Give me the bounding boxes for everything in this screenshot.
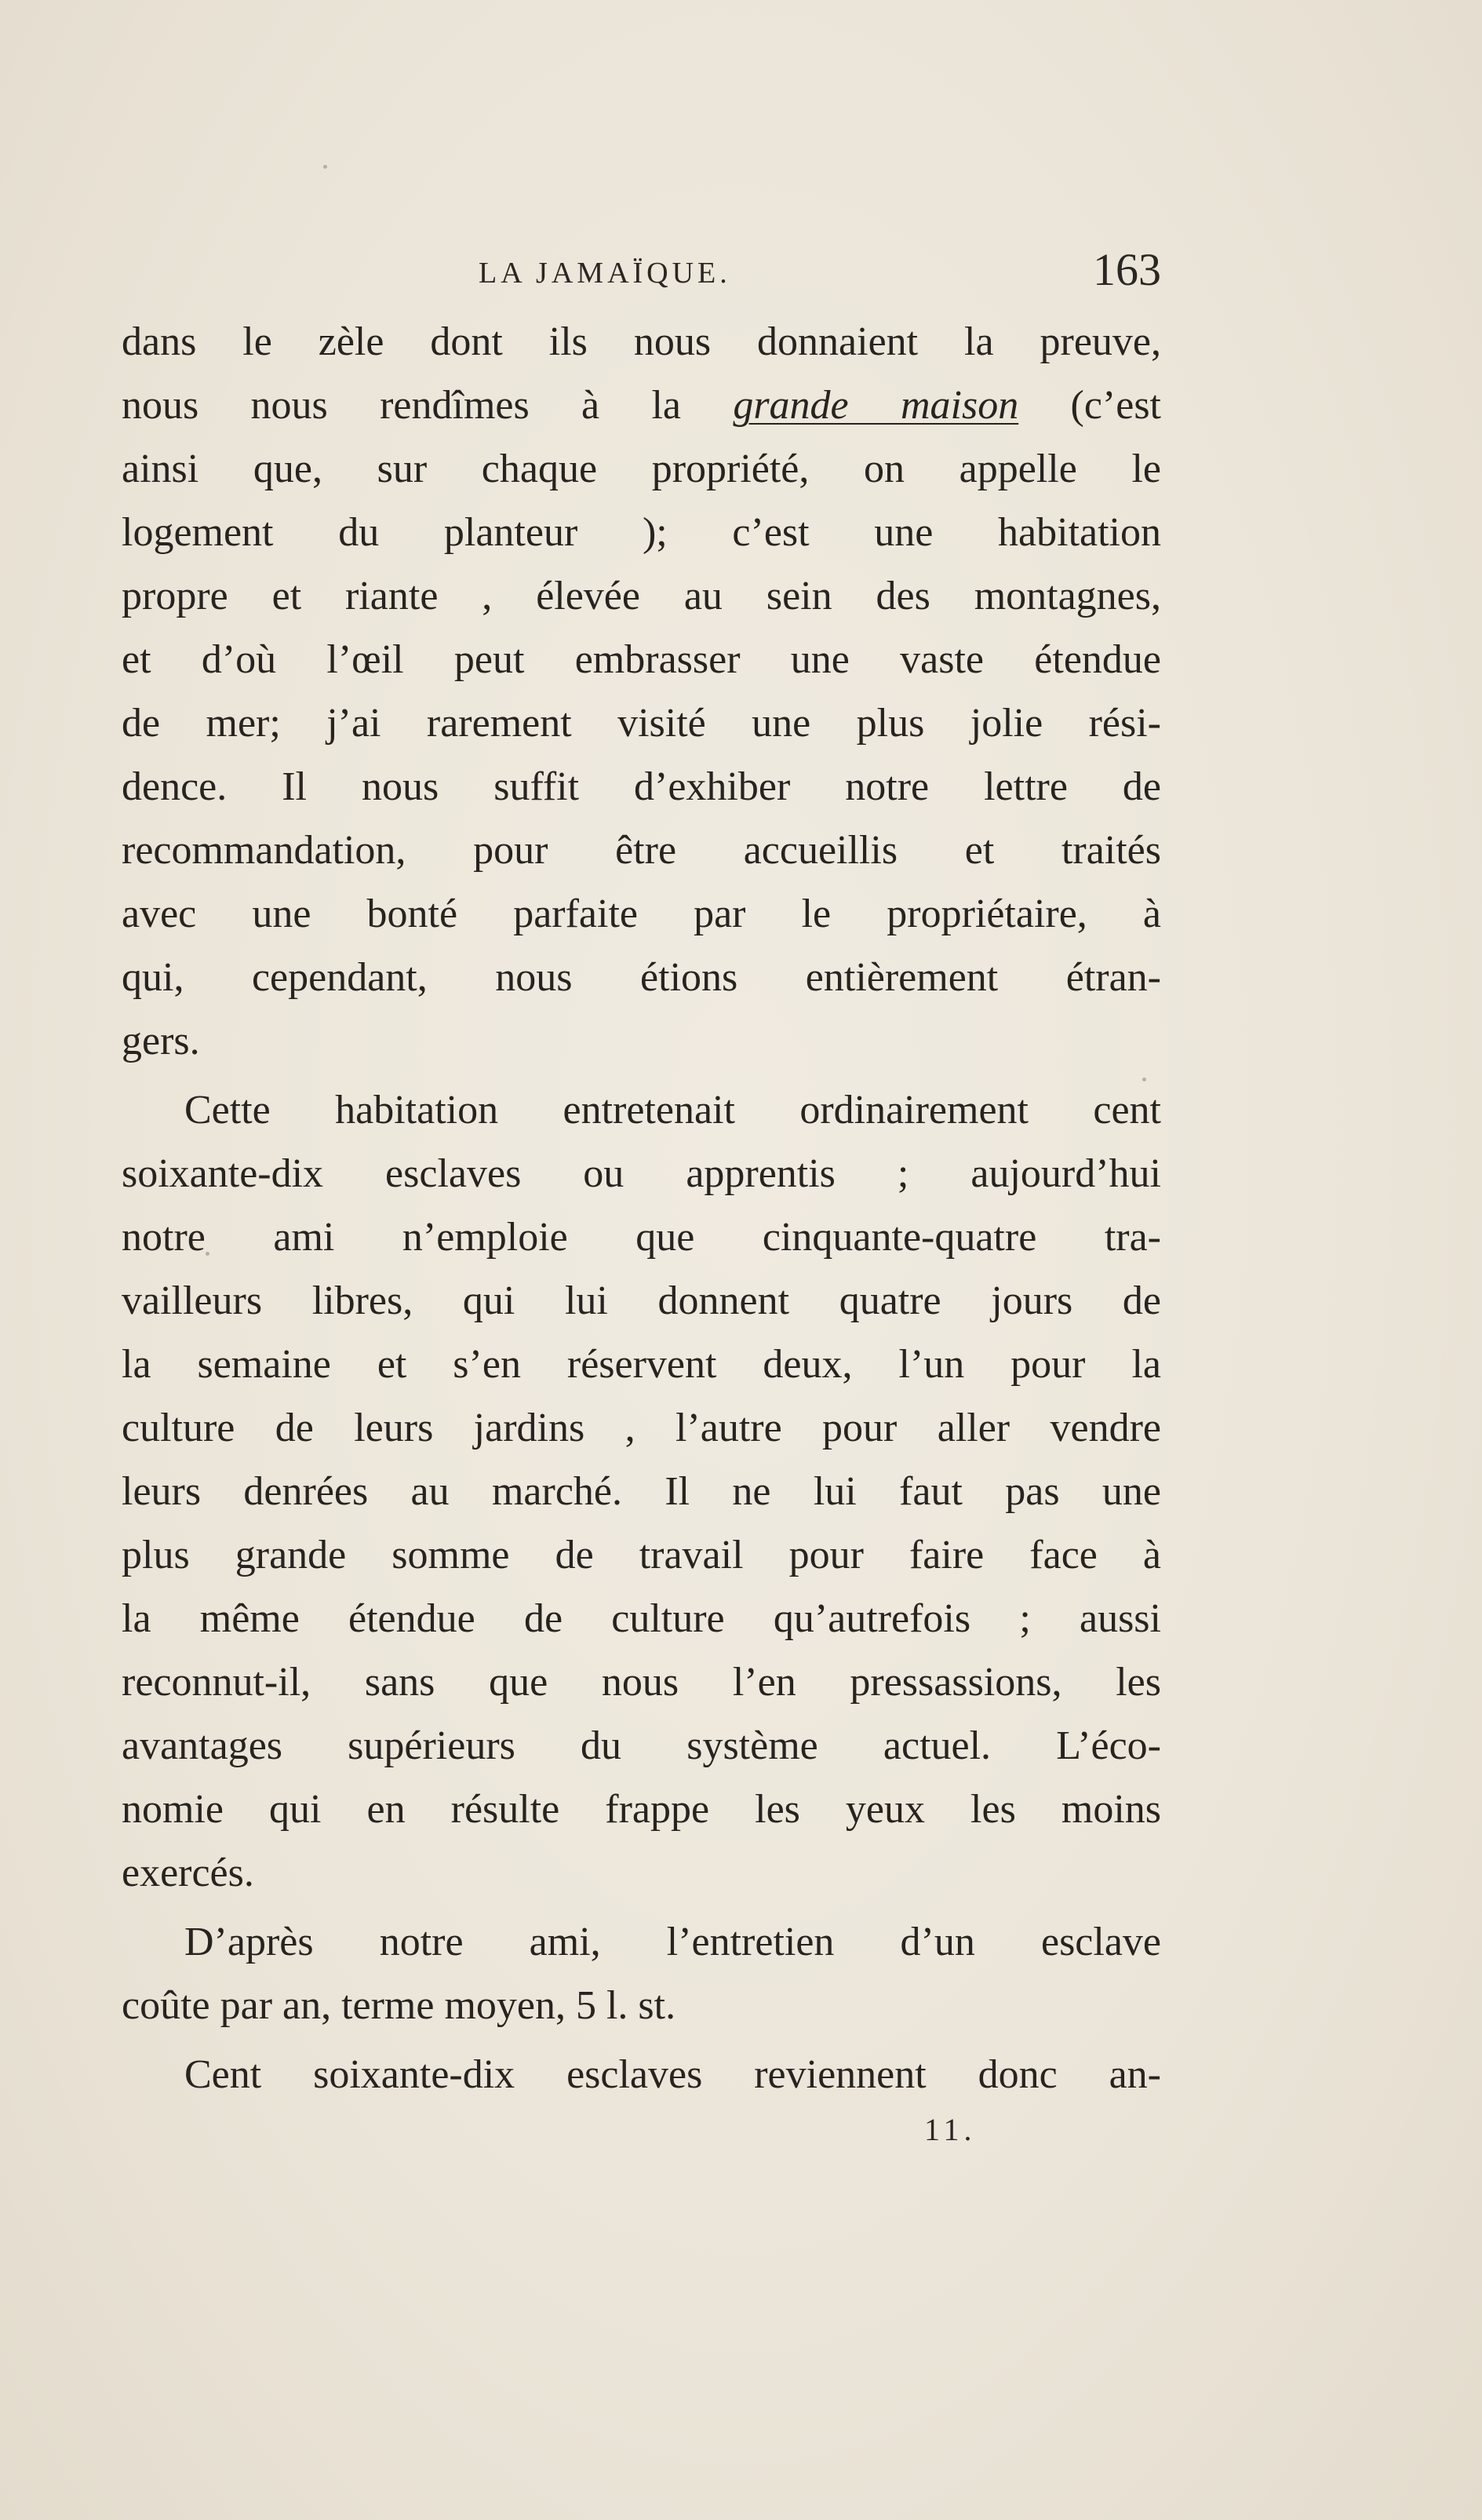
body-text [122, 310, 1161, 2106]
text-line: recommandation, pour être accueillis et traités [122, 828, 1161, 873]
signature-mark: 11. [924, 2112, 977, 2147]
italic-phrase: grande maison [733, 383, 1019, 428]
text-line: ainsi que, sur chaque propriété, on appelle le [122, 447, 1161, 491]
text-line: soixante-dix esclaves ou apprentis ; aujourd’hui [122, 1151, 1161, 1196]
text-line: D’après notre ami, l’entretien d’un esclave [184, 1920, 1161, 1964]
text-line: de mer; j’ai rarement visité une plus jolie rési- [122, 701, 1161, 746]
text-line: propre et riante , élevée au sein des montagnes, [122, 574, 1161, 618]
text-line: Cette habitation entretenait ordinairement cent [184, 1088, 1161, 1132]
text-fragment: nous nous rendîmes à la [122, 383, 734, 428]
text-line: qui, cependant, nous étions entièrement étran- [122, 955, 1161, 1000]
text-line: vailleurs libres, qui lui donnent quatre jours de [122, 1278, 1161, 1323]
running-title: LA JAMAÏQUE. [479, 257, 731, 290]
text-line: logement du planteur ); c’est une habitation [122, 510, 1161, 555]
text-line [122, 374, 1161, 437]
text-line: et d’où l’œil peut embrasser une vaste étendue [122, 637, 1161, 682]
text-line: avantages supérieurs du système actuel. L’éco- [122, 1723, 1161, 1768]
text-line: leurs denrées au marché. Il ne lui faut pas une [122, 1469, 1161, 1514]
text-fragment: (c’est [1018, 383, 1162, 428]
text-line: notre ami n’emploie que cinquante-quatre tra- [122, 1215, 1161, 1260]
paper-speck [323, 165, 327, 169]
text-line: gers. [122, 1019, 200, 1063]
text-line: nomie qui en résulte frappe les yeux les moins [122, 1787, 1161, 1832]
text-line: plus grande somme de travail pour faire face à [122, 1533, 1161, 1577]
text-line: Cent soixante-dix esclaves reviennent donc an- [184, 2052, 1161, 2097]
page-header [122, 244, 1161, 297]
text-line: exercés. [122, 1851, 254, 1895]
text-line: reconnut-il, sans que nous l’en pressassions, les [122, 1660, 1161, 1705]
text-line: avec une bonté parfaite par le propriétaire, à [122, 892, 1161, 936]
text-line: culture de leurs jardins , l’autre pour aller vendre [122, 1406, 1161, 1450]
text-line: dence. Il nous suffit d’exhiber notre lettre de [122, 764, 1161, 809]
text-line: coûte par an, terme moyen, 5 l. st. [122, 1983, 676, 2028]
text-line: dans le zèle dont ils nous donnaient la preuve, [122, 319, 1161, 364]
text-line: la semaine et s’en réservent deux, l’un pour la [122, 1342, 1161, 1387]
text-line: la même étendue de culture qu’autrefois ; aussi [122, 1596, 1161, 1641]
page-number: 163 [1093, 244, 1161, 295]
